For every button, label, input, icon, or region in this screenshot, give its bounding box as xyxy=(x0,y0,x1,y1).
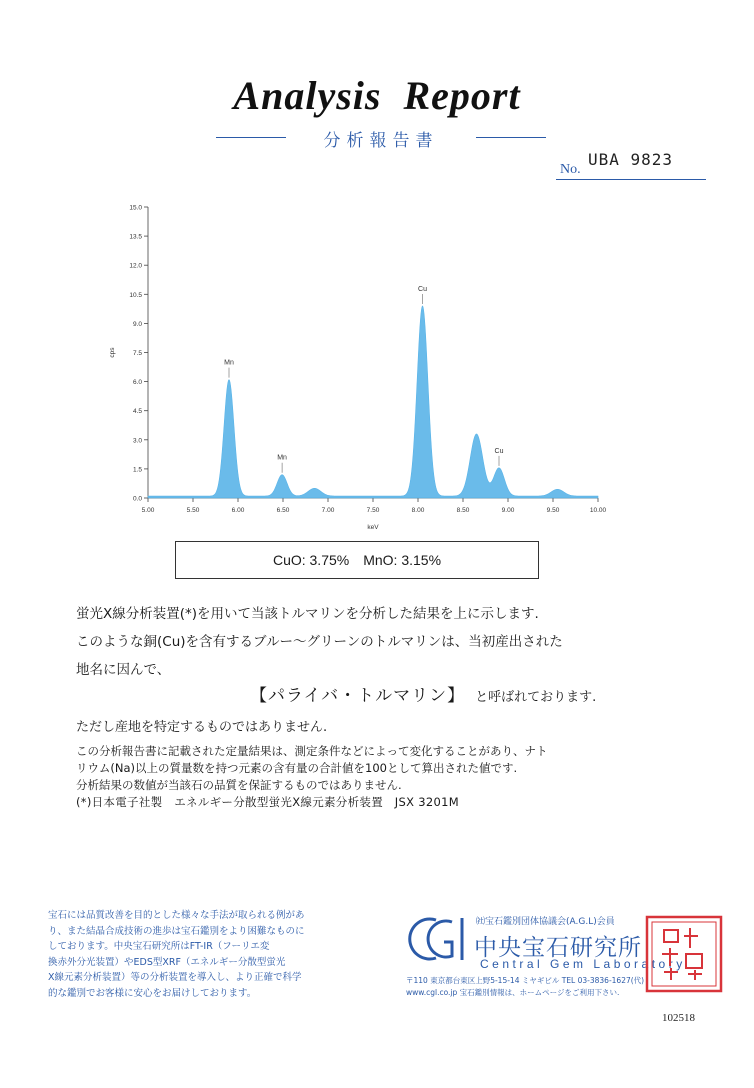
footer-notice-line: しております。中央宝石研究所はFT-IR（フーリエ変 xyxy=(48,941,270,952)
x-tick-label: 9.50 xyxy=(546,507,560,514)
org-address: 〒110 東京都台東区上野5-15-14 ミヤギビル TEL 03-3836-1627(代) xyxy=(406,976,645,985)
y-tick-label: 0.0 xyxy=(132,495,142,503)
y-tick-label: 6.0 xyxy=(132,379,142,387)
title-word-report: Report xyxy=(403,73,521,118)
cgl-logo-icon xyxy=(406,912,470,966)
official-seal-stamp xyxy=(644,914,724,994)
y-tick-label: 1.5 xyxy=(132,466,142,474)
gem-name-row xyxy=(250,681,690,707)
footer-notice-line: 的な鑑別でお客様に安心をお届けしております。 xyxy=(48,987,257,999)
report-number-underline xyxy=(556,179,706,180)
org-membership: ㈳宝石鑑別団体協議会(A.G.L)会員 xyxy=(476,917,615,927)
x-tick-label: 5.00 xyxy=(141,507,155,514)
report-number: UBA 9823 xyxy=(588,150,674,169)
x-tick-label: 7.00 xyxy=(321,507,335,514)
x-tick-label: 10.00 xyxy=(589,507,607,514)
description-line: 蛍光X線分析装置(*)を用いて当該トルマリンを分析した結果を上に示します. xyxy=(76,606,539,622)
y-tick-label: 10.5 xyxy=(129,291,142,299)
footer-notice-line: り、また結晶合成技術の進歩は宝石鑑別をより困難なものに xyxy=(48,925,305,937)
y-tick-label: 3.0 xyxy=(132,437,142,445)
x-tick-label: 7.50 xyxy=(366,507,380,514)
peak-label: Mn xyxy=(277,454,287,462)
footer-notice-line: X線元素分析装置）等の分析装置を導入し、より正確で科学 xyxy=(48,972,302,983)
x-tick-label: 5.50 xyxy=(186,507,200,514)
peak-label: Cu xyxy=(494,447,504,455)
title-word-analysis: Analysis xyxy=(233,73,382,118)
serial-number: 102518 xyxy=(662,1012,695,1024)
report-subtitle: 分析報告書 xyxy=(323,131,439,151)
note-line: 分析結果の数値が当該石の品質を保証するものではありません. xyxy=(76,778,402,792)
equipment-line: (*)日本電子社製 エネルギー分散型蛍光X線元素分析装置 JSX 3201M xyxy=(76,795,459,809)
x-tick-label: 8.00 xyxy=(411,507,425,514)
x-tick-label: 6.50 xyxy=(276,507,290,514)
analysis-description xyxy=(76,600,676,684)
disclaimer-line: ただし産地を特定するものではありません. xyxy=(76,720,328,735)
subtitle-left-rule xyxy=(216,137,286,138)
subtitle-row xyxy=(216,126,546,150)
description-line: 地名に因んで、 xyxy=(76,662,171,678)
y-tick-label: 9.0 xyxy=(132,320,142,328)
y-tick-label: 12.0 xyxy=(129,262,142,270)
note-line: この分析報告書に記載された定量結果は、測定条件などによって変化することがあり、ナト xyxy=(76,744,548,758)
x-tick-label: 6.00 xyxy=(231,507,245,514)
gem-name-suffix: と呼ばれております. xyxy=(475,690,597,705)
y-tick-label: 4.5 xyxy=(132,408,142,416)
y-tick-label: 15.0 xyxy=(129,204,142,212)
y-tick-label: 7.5 xyxy=(132,350,142,357)
subtitle-right-rule xyxy=(476,137,546,138)
cuo-result: CuO: 3.75% xyxy=(272,552,350,568)
org-name-english: Central Gem Laboratory xyxy=(480,957,686,971)
xrf-spectrum-chart xyxy=(100,195,620,535)
org-name: 中央宝石研究所 xyxy=(474,935,642,961)
footer-notice-line: 宝石には品質改善を目的とした様々な手法が取られる例があ xyxy=(48,910,305,921)
peak-label: Cu xyxy=(418,285,427,293)
org-address-block xyxy=(406,975,644,999)
gem-name: 【パライバ・トルマリン】 xyxy=(250,686,466,706)
description-line: このような銅(Cu)を含有するブルー～グリーンのトルマリンは、当初産出された xyxy=(76,634,563,650)
note-line: リウム(Na)以上の質量数を持つ元素の含有量の合計値を100として算出された値です. xyxy=(76,761,518,775)
notes-section xyxy=(76,743,716,811)
x-tick-label: 9.00 xyxy=(501,507,515,514)
footer-notice xyxy=(48,908,374,1001)
composition-result-box xyxy=(175,541,539,579)
spectrum-area xyxy=(148,306,598,498)
report-number-label: No. xyxy=(560,162,581,177)
y-tick-label: 13.5 xyxy=(129,233,142,241)
footer-notice-line: 換赤外分光装置）やEDS型XRF（エネルギー分散型蛍光 xyxy=(48,956,286,968)
report-title xyxy=(0,72,754,119)
x-tick-label: 8.50 xyxy=(456,507,470,514)
origin-disclaimer xyxy=(76,716,676,740)
peak-label: Mn xyxy=(224,359,234,367)
org-website: www.cgl.co.jp 宝石鑑別情報は、ホームページをご利用下さい. xyxy=(406,988,620,997)
x-axis-label: keV xyxy=(367,524,379,531)
y-axis-label: cps xyxy=(109,347,116,358)
mno-result: MnO: 3.15% xyxy=(363,552,442,568)
